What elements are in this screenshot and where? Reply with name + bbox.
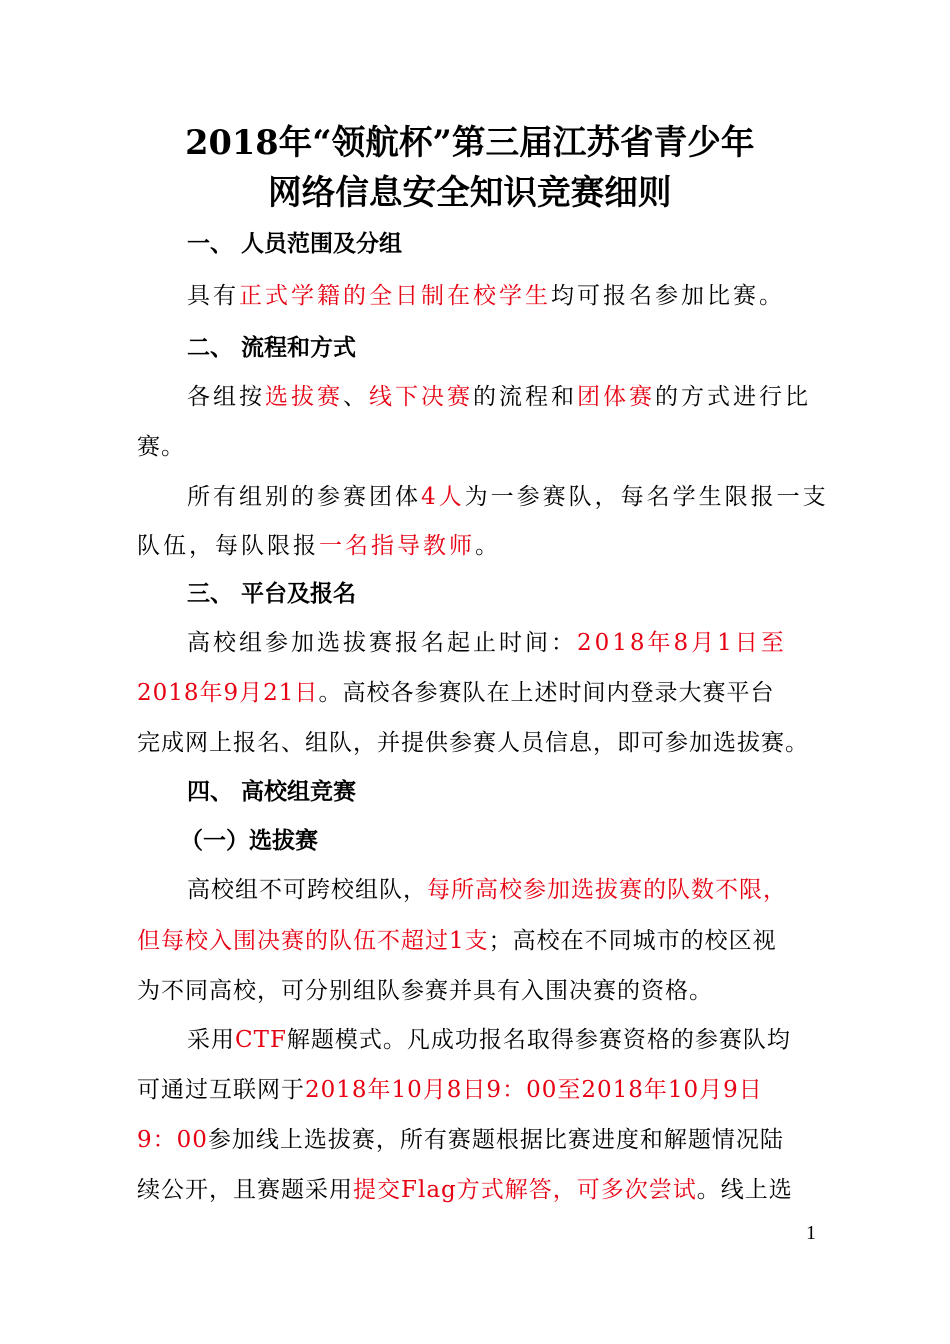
paragraph-format-line-3	[137, 1124, 817, 1156]
emphasis-run: 4人	[421, 484, 465, 510]
page-number: 1	[806, 1222, 816, 1244]
text-run: ；高校在不同城市的校区视	[488, 928, 777, 954]
text-run: 、	[343, 384, 369, 410]
emphasis-run: 9：00	[137, 1127, 208, 1153]
text-run: 各组按	[187, 384, 265, 410]
text-run: 高校组参加选拔赛报名起止时间：	[187, 630, 577, 656]
subsection-heading-qualifier: （一）选拔赛	[180, 827, 318, 854]
text-run: 完成网上报名、组队，并提供参赛人员信息，即可参加选拔赛。	[137, 730, 809, 756]
paragraph-team-line-1	[187, 481, 829, 513]
paragraph-qualifier-line-2	[137, 925, 817, 957]
emphasis-run: CTF	[235, 1027, 287, 1053]
emphasis-run: 一名指导教师	[319, 533, 475, 559]
text-run: 解题模式。凡成功报名取得参赛资格的参赛队均	[286, 1027, 791, 1053]
section-heading-3: 三、 平台及报名	[187, 581, 357, 607]
emphasis-run: 2018年9月21日	[137, 680, 319, 706]
text-run: 高校组不可跨校组队，	[187, 877, 427, 903]
emphasis-run: 2018年10月8日9：00至2018年10月9日	[305, 1077, 763, 1103]
text-run: 队伍，每队限报	[137, 533, 319, 559]
text-run: 。线上选	[696, 1177, 793, 1203]
document-title-line-1: 2018年“领航杯”第三届江苏省青少年	[185, 123, 755, 163]
paragraph-team-line-2	[137, 530, 817, 562]
document-title-line-2: 网络信息安全知识竞赛细则	[268, 173, 672, 213]
text-run: 可通过互联网于	[137, 1077, 305, 1103]
text-run: 赛。	[137, 434, 185, 460]
paragraph-registration-line-2	[137, 677, 817, 709]
text-run: 参加线上选拔赛，所有赛题根据比赛进度和解题情况陆	[207, 1127, 784, 1153]
text-run: 续公开，且赛题采用	[137, 1177, 353, 1203]
text-run: 。高校各参赛队在上述时间内登录大赛平台	[318, 680, 775, 706]
emphasis-run: 2018年8月1日至	[577, 630, 787, 656]
text-run: 具有	[187, 283, 239, 309]
paragraph-process-line-1	[187, 381, 817, 413]
emphasis-run: 但每校入围决赛的队伍不超过1支	[137, 928, 489, 954]
paragraph-eligibility	[187, 280, 817, 312]
text-run: 所有组别的参赛团体	[187, 484, 421, 510]
emphasis-run: 线下决赛	[369, 384, 473, 410]
emphasis-run: 提交Flag方式解答，可多次尝试	[353, 1177, 697, 1203]
emphasis-run: 选拔赛	[265, 384, 343, 410]
text-run: 均可报名参加比赛。	[551, 283, 785, 309]
emphasis-run: 团体赛	[577, 384, 655, 410]
text-run: 。	[475, 533, 501, 559]
paragraph-registration-line-1	[187, 627, 817, 659]
text-run: 采用	[187, 1027, 235, 1053]
section-heading-4: 四、 高校组竞赛	[187, 779, 357, 805]
emphasis-run: 正式学籍的全日制在校学生	[239, 283, 551, 309]
paragraph-format-line-4	[137, 1174, 817, 1206]
paragraph-process-line-2	[137, 431, 817, 463]
paragraph-format-line-1	[187, 1024, 817, 1056]
section-heading-1: 一、 人员范围及分组	[187, 231, 403, 257]
text-run: 的流程和	[473, 384, 577, 410]
emphasis-run: 每所高校参加选拔赛的队数不限，	[427, 877, 787, 903]
text-run: 的方式进行比	[655, 384, 811, 410]
paragraph-qualifier-line-3	[137, 975, 817, 1007]
section-heading-2: 二、 流程和方式	[187, 335, 357, 361]
paragraph-registration-line-3	[137, 727, 817, 759]
paragraph-format-line-2	[137, 1074, 817, 1106]
text-run: 为不同高校，可分别组队参赛并具有入围决赛的资格。	[137, 978, 713, 1004]
paragraph-qualifier-line-1	[187, 874, 817, 906]
text-run: 为一参赛队，每名学生限报一支	[464, 484, 829, 510]
